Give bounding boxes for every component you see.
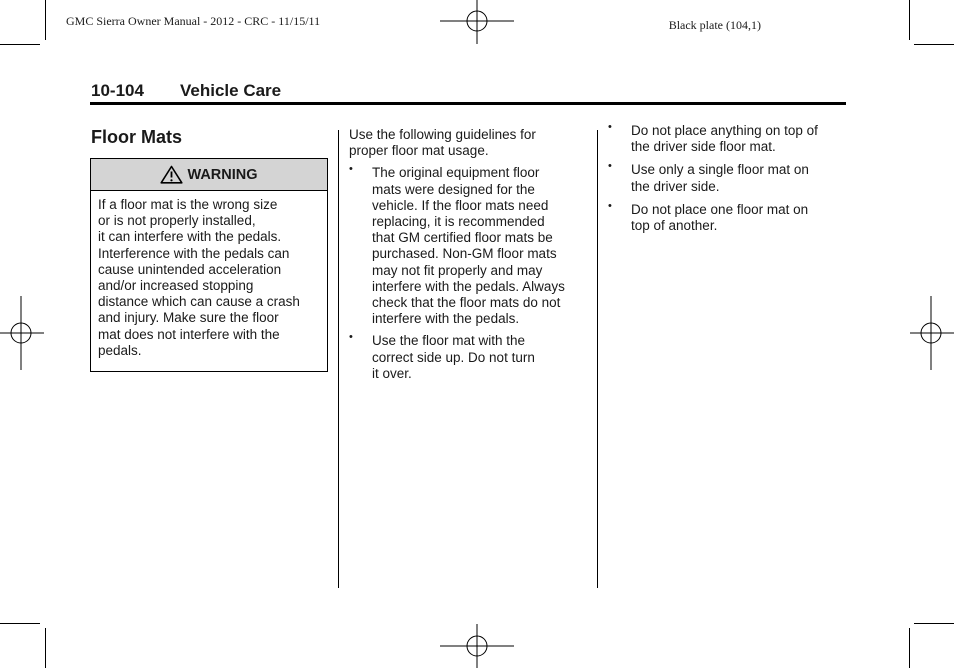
header-rule bbox=[90, 102, 846, 105]
registration-mark-left bbox=[0, 296, 44, 370]
intro-paragraph: Use the following guidelines for proper floor mat usage. bbox=[349, 127, 536, 159]
list-item: • Use the floor mat with the correct side up. Do not turn it over. bbox=[349, 333, 589, 382]
warning-triangle-icon bbox=[160, 165, 183, 184]
crop-mark bbox=[909, 628, 910, 668]
registration-mark-top bbox=[438, 0, 518, 44]
warning-label: WARNING bbox=[187, 166, 258, 183]
crop-mark bbox=[0, 44, 40, 45]
crop-mark bbox=[45, 0, 46, 40]
registration-mark-right bbox=[910, 296, 954, 370]
right-column bbox=[608, 123, 848, 234]
column-divider bbox=[338, 130, 339, 588]
warning-text: If a floor mat is the wrong size or is not properly installed, it can interfere with the pedals. Interference with the pedals can cause unintended acceleration and/or increased stopping distance which can cause a crash and injury. Make sure the floor mat does not interfere with the pedals. bbox=[98, 197, 300, 358]
middle-column bbox=[349, 127, 589, 382]
section-title: Floor Mats bbox=[91, 127, 183, 147]
slug-right: Black plate (104,1) bbox=[668, 18, 761, 32]
warning-box bbox=[90, 158, 328, 372]
warning-header bbox=[91, 159, 327, 191]
slug-left: GMC Sierra Owner Manual - 2012 - CRC - 11/15/11 bbox=[66, 14, 321, 28]
registration-mark-bottom bbox=[438, 624, 518, 668]
list-item: • Do not place one floor mat on top of another. bbox=[608, 202, 848, 234]
list-item: • The original equipment floor mats were designed for the vehicle. If the floor mats need replacing, it is recommended that GM certified floor mats be purchased. Non-GM floor mats may not fit properly and may interfere with the pedals. Always check that the floor mats do not interfere with the pedals. bbox=[349, 165, 589, 327]
crop-mark bbox=[909, 0, 910, 40]
page-number: 10-104 bbox=[91, 81, 144, 100]
crop-mark bbox=[914, 623, 954, 624]
list-item: • Do not place anything on top of the driver side floor mat. bbox=[608, 123, 848, 155]
crop-mark bbox=[914, 44, 954, 45]
crop-mark bbox=[0, 623, 40, 624]
section-name: Vehicle Care bbox=[180, 81, 282, 100]
list-item: • Use only a single floor mat on the driver side. bbox=[608, 162, 848, 194]
column-divider bbox=[597, 130, 598, 588]
crop-mark bbox=[45, 628, 46, 668]
